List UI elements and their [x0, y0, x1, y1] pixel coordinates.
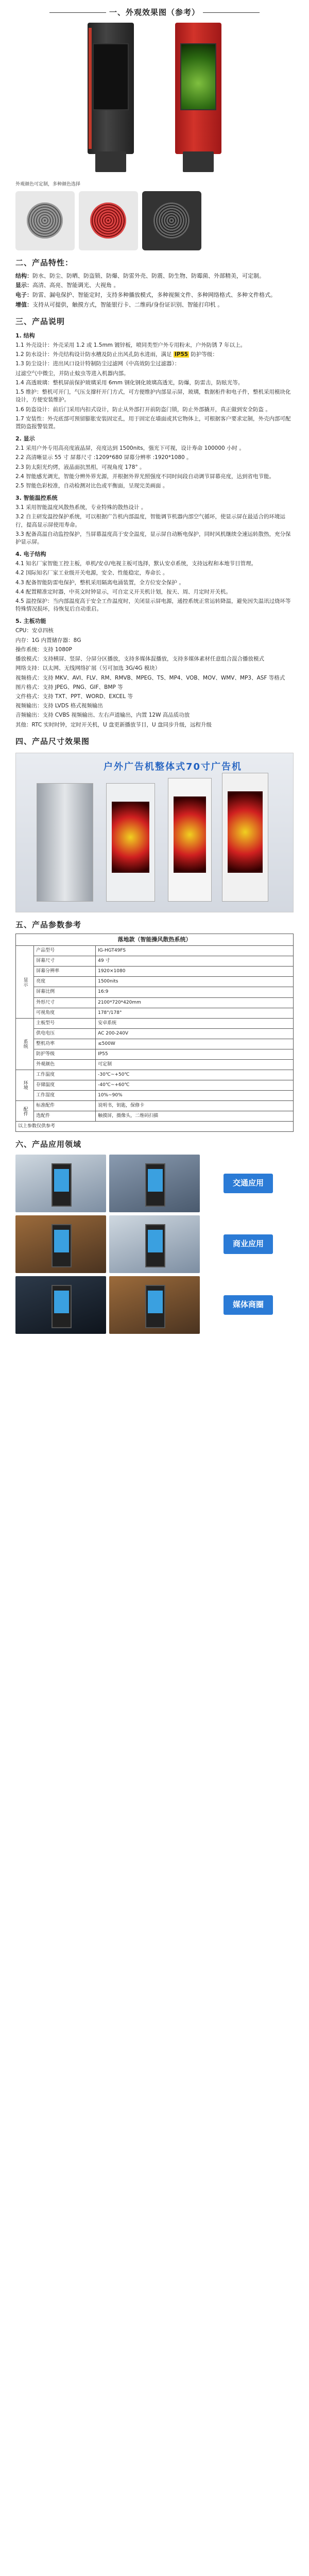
spec-label: 存储温度	[34, 1080, 96, 1090]
spec-row	[16, 1070, 294, 1080]
spec-value: AC 200-240V	[96, 1028, 294, 1039]
feature-list	[15, 272, 294, 310]
spec-value: ≤500W	[96, 1039, 294, 1049]
description-item: 音频输出：支持 CVBS 视频输出、左右声道输出，内置 12W 高品质功放	[15, 712, 190, 719]
spec-label: 外观颜色	[34, 1059, 96, 1070]
section-title-features: 二、产品特性：	[15, 258, 74, 267]
spec-row	[16, 1090, 294, 1100]
cabinet-white-3	[222, 773, 268, 902]
spec-row	[16, 997, 294, 1008]
spec-value: IP55	[96, 1049, 294, 1059]
description-item: 视频输出：支持 LVDS 格式视频输出	[15, 703, 103, 709]
speaker-detail-photos	[15, 191, 294, 250]
spec-label: 供电电压	[34, 1028, 96, 1039]
description-item: 2.4 智能感光调光，智能分辨外界光源，并根据外界光照强度不同时间段自动调节屏幕亮度，达到省电节能。	[15, 473, 275, 480]
spec-row	[16, 1039, 294, 1049]
description-item: 1.3 防尘设计：进出风口设计特制防尘过滤网（中高效防尘过滤器）：	[15, 361, 180, 367]
spec-value: 178°/178°	[96, 1008, 294, 1018]
spec-row	[16, 987, 294, 997]
description-list	[15, 332, 294, 729]
description-item: 操作系统：支持 1080P	[15, 646, 72, 653]
scene-photo-street	[109, 1155, 200, 1212]
description-item: 播放模式：支持横屏、竖屏、分屏分区播放，支持多媒体混播放，支持多媒体素材任意组合混合播放模式	[15, 656, 264, 663]
spec-label: 产品型号	[34, 946, 96, 956]
section-title-appearance: 一、外观效果图（参考）	[15, 7, 294, 19]
spec-label: 整机功率	[34, 1039, 96, 1049]
spec-table-title: 落地款（智能操风散热系统）	[16, 934, 294, 946]
description-item: 过滤空气中微尘，并防止蚊虫等进入机器内部。	[15, 370, 129, 377]
appearance-caption: 外观颜色可定制，多种颜色选择	[15, 181, 81, 187]
description-subheading: 2. 显示	[15, 435, 35, 443]
description-subheading: 5. 主板功能	[15, 618, 46, 625]
spec-group-label: 环境	[16, 1070, 34, 1100]
section-title-description: 三、产品说明	[15, 317, 65, 327]
spec-label: 防护等级	[34, 1049, 96, 1059]
description-item: 图片格式：支持 JPEG、PNG、GIF、BMP 等	[15, 684, 123, 690]
spec-value: 可定制	[96, 1059, 294, 1070]
description-subheading: 3. 智能温控系统	[15, 495, 58, 502]
spec-table	[15, 934, 294, 1132]
description-item: 1.5 维护：整机可开门，气压支撑杆开门方式，可方便维护内部显示屏，玻璃，数据柜件和电子件，整机采用模块化设计，方便安装维护。	[15, 389, 291, 403]
scene-label-media: 媒体商圈	[203, 1276, 294, 1334]
spec-value: IG-HGT49FS	[96, 946, 294, 956]
description-item: 3.2 自主研发温控保护系统，可以根据广告机内部温度，智能调节机器内部空气循环，使显示屏在最适合的环境运行，提高显示屏使用寿命。	[15, 514, 286, 528]
spec-row	[16, 1080, 294, 1090]
kiosk-red-photo	[175, 23, 221, 172]
description-item: 3.1 采用智能温度风散热系统，专业特殊的散热设计 。	[15, 504, 147, 511]
lineup-banner: 户外广告机整体式70寸广告机	[104, 761, 243, 772]
description-item: 4.3 配备智能防雷电保护，整机采用隔离电涌装置，全方位安全保护 。	[15, 579, 184, 586]
spec-row	[16, 946, 294, 956]
spec-group-label: 配件	[16, 1100, 34, 1121]
description-item: 1.7 安装性：外壳底部可预留膨胀安装固定孔，用于固定在墙面或其它物体上，可根据客户要求定制，外壳内部可配置防盗报警装置。	[15, 415, 291, 430]
spec-row	[16, 956, 294, 967]
description-item: 2.3 防太阳光灼烤，液晶面抗黑相，可视角度 178° 。	[15, 464, 145, 470]
description-item: 视频格式：支持 MKV、AVI、FLV、RM、RMVB、MPEG、TS、MP4、VOB、MOV、WMV、MP3、ASF 等格式	[15, 674, 285, 681]
spec-label: 工作温度	[34, 1070, 96, 1080]
spec-value: 说明书，钥匙，保修卡	[96, 1100, 294, 1111]
feature-item: 增值：支持从可提供，触摸方式，智能银行卡、二维码/身份证识别、智能打印机 。	[15, 301, 224, 309]
description-item: 2.1 采用户外专用高亮度液晶屏，亮度达到 1500nits，强光下可视，设计寿命 100000 小时 。	[15, 445, 245, 452]
description-item: 内存：1G 内置储存器：8G	[15, 637, 81, 643]
spec-label: 主板型号	[34, 1018, 96, 1028]
spec-label: 亮度	[34, 977, 96, 987]
spec-value: 49 寸	[96, 956, 294, 967]
spec-label: 屏幕尺寸	[34, 956, 96, 967]
spec-value: 2100*720*420mm	[96, 997, 294, 1008]
speaker-grille-red	[79, 191, 138, 250]
spec-table-footer: 以上参数仅供参考	[16, 1122, 294, 1132]
scene-photo-bus-stop	[15, 1155, 106, 1212]
description-item: 4.5 温控保护：当内部温度高于安全工作温度时，关闭显示屏电源，通控系统正常运转降温，避免因失温讯过烧坏等特殊情况损坏，待恢复后自动重启。	[15, 598, 291, 613]
spec-label: 屏幕分辨率	[34, 967, 96, 977]
section-title-specs: 五、产品参数参考	[15, 920, 82, 929]
description-item: 3.3 配备高温自动监控保护，当屏幕温度高于安全温度，显示屏自动断电保护，同时风机继续全速运转散热，充分保护显示屏。	[15, 531, 291, 546]
product-photos	[15, 23, 294, 177]
spec-value: 触摸屏，摄像头，二维码扫描	[96, 1111, 294, 1122]
spec-label: 选配件	[34, 1111, 96, 1122]
spec-value: 1920×1080	[96, 967, 294, 977]
scene-photo-mall	[109, 1215, 200, 1273]
spec-row	[16, 1028, 294, 1039]
description-item: CPU：安卓四核	[15, 628, 54, 634]
spec-row	[16, 1008, 294, 1018]
speaker-grille-dark	[142, 191, 201, 250]
description-item: 文件格式：支持 TXT、PPT、WORD、EXCEL 等	[15, 693, 133, 700]
section-title-dimensions: 四、产品尺寸效果图	[15, 736, 90, 746]
description-item: 网络支持：以太网、无线网络扩展（另可加选 3G/4G 模块）	[15, 665, 161, 672]
spec-value: 安卓系统	[96, 1018, 294, 1028]
spec-group-label: 系统	[16, 1018, 34, 1070]
spec-value: 1500nits	[96, 977, 294, 987]
spec-row	[16, 977, 294, 987]
description-item: 1.4 高透玻璃：整机屏前保护玻璃采用 6mm 钢化钢化玻璃高透光，防爆，防雷击，防眩光等。	[15, 379, 244, 386]
spec-row	[16, 1111, 294, 1122]
description-subheading: 4. 电子结构	[15, 551, 46, 558]
description-item: 4.4 配置精准定时器，中英文时钟显示，可自定义开关机计划，按天、周、月定时开关机。	[15, 588, 232, 595]
spec-label: 外形尺寸	[34, 997, 96, 1008]
cabinet-white-2	[168, 778, 212, 902]
product-lineup-image	[15, 753, 294, 912]
spec-value: 10%~90%	[96, 1090, 294, 1100]
scene-label-traffic: 交通应用	[203, 1155, 294, 1212]
description-subheading: 1. 结构	[15, 332, 35, 340]
description-item: 2.2 高清晰显示 55 寸 屏幕尺寸 :1209*680 屏幕分辨率 :1920*1080 。	[15, 454, 192, 461]
scene-label-commercial: 商业应用	[203, 1215, 294, 1273]
spec-row	[16, 1018, 294, 1028]
application-gallery	[15, 1155, 294, 1334]
spec-label: 工作湿度	[34, 1090, 96, 1100]
spec-row	[16, 1059, 294, 1070]
description-item: 其他：RTC 实时时钟，定时开关机，U 盘更新播放节目，U 盘同步升级，远程升级	[15, 721, 212, 728]
description-item: 4.2 国际知名厂家工业级开关电源，安全、性能稳定，寿命长 。	[15, 570, 168, 577]
scene-photo-night	[15, 1276, 106, 1334]
section-title-applications: 六、产品应用领域	[15, 1140, 82, 1149]
kiosk-black-photo	[88, 23, 134, 172]
spec-value: -30℃~+50℃	[96, 1070, 294, 1080]
feature-item: 显示：高清、高亮、智能调光、大视角 。	[15, 282, 119, 289]
spec-label: 屏幕比例	[34, 987, 96, 997]
description-item: 1.6 防盗设计：前后门采用内扣式设计，防止从外部打开前防盗门锁，防止外部撬开，真正做到安全防盗 。	[15, 406, 271, 413]
description-item: 1.2 防水设计：外壳结构设计防水槽及防止出风孔防水进雨，满足 IP55 防护等级：	[15, 351, 218, 358]
spec-group-label: 显示	[16, 946, 34, 1018]
cabinet-white-1	[106, 783, 155, 902]
description-item: 2.5 智能色彩校准，自动检测对比色或平衡面，呈现完美画面 。	[15, 482, 168, 489]
spec-value: 16:9	[96, 987, 294, 997]
feature-item: 结构：防水、防尘、防晒、防盗锁、防爆、防雷外壳、防震、防生物、防霉菌、外部精美，可定制。	[15, 272, 265, 279]
description-item: 1.1 外壳设计：外壳采用 1.2 或 1.5mm 镀锌板，喷同类型户外专用粉末，户外防锈 7 年以上。	[15, 342, 246, 348]
spec-row	[16, 1049, 294, 1059]
cabinet-grey	[37, 783, 93, 902]
spec-value: -40℃~+60℃	[96, 1080, 294, 1090]
feature-item: 电子：防雷、漏电保护、智能定时，支持多种播放模式，多种视频文件、多种网络格式、多种文件格式。	[15, 292, 276, 299]
spec-label: 可视角度	[34, 1008, 96, 1018]
spec-label: 标准配件	[34, 1100, 96, 1111]
speaker-grille-grey	[15, 191, 75, 250]
scene-photo-shopfront	[109, 1276, 200, 1334]
spec-row	[16, 1100, 294, 1111]
description-item: 4.1 知名厂家智能工控主板，单机/安卓/电视主板可选择，默认安卓系统，支持远程和本地节目管理。	[15, 561, 257, 567]
scene-photo-plaza	[15, 1215, 106, 1273]
spec-row	[16, 967, 294, 977]
